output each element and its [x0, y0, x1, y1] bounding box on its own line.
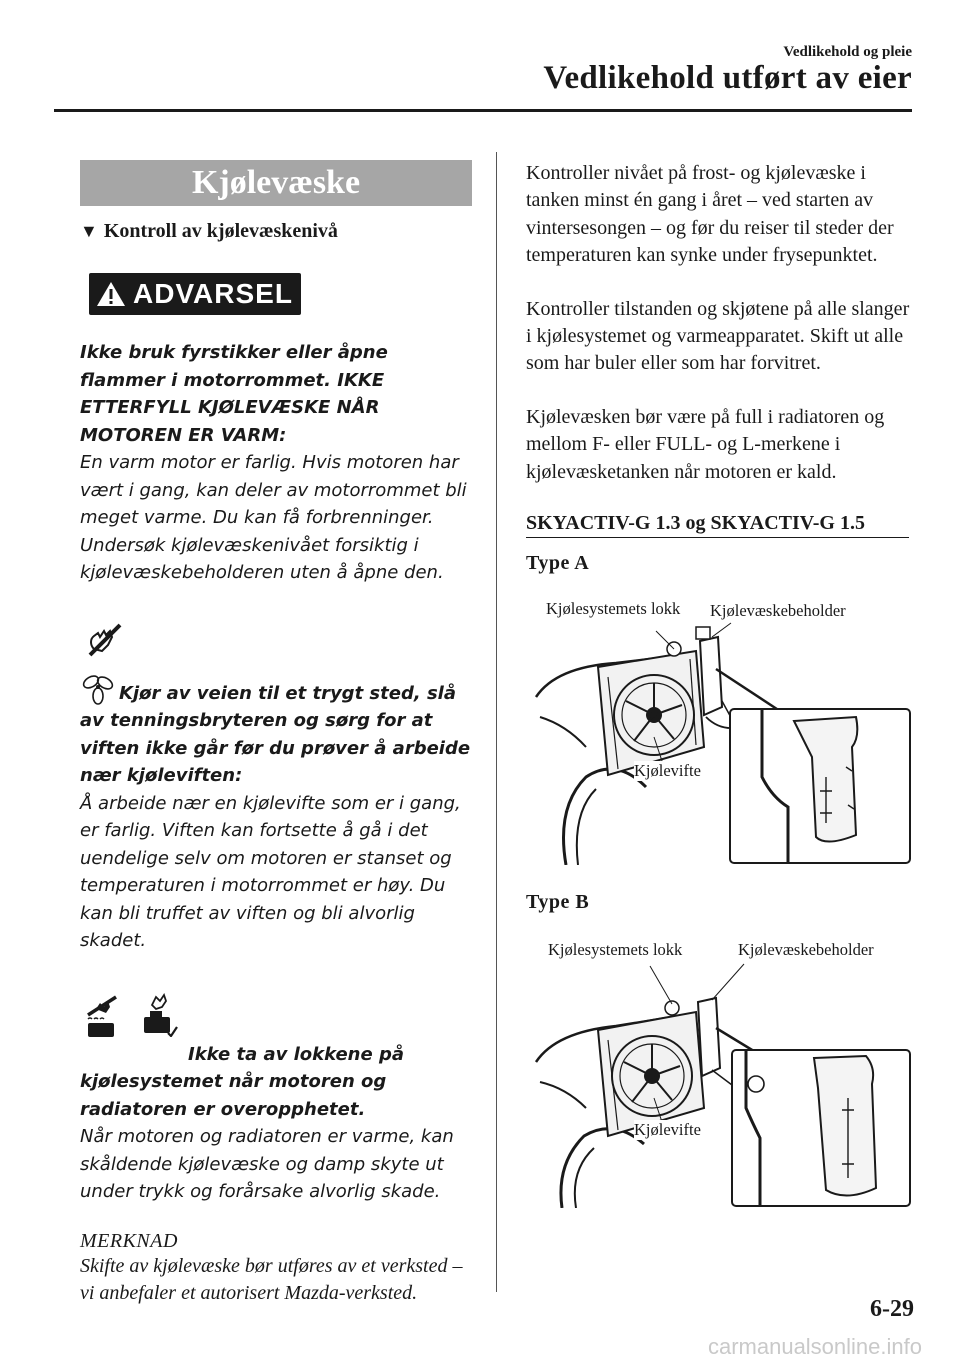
watermark: carmanualsonline.info: [707, 1334, 922, 1359]
warning-3: [80, 1041, 472, 1206]
subtitle-text: Kontroll av kjølevæskenivå: [103, 220, 338, 242]
paragraph-2: Kontroller tilstanden og skjøtene på alle slanger i kjølesystemet og varmeapparatet. Skift ut alle som har buler eller som har forvitret.: [526, 297, 910, 375]
warning-2: [80, 673, 472, 955]
warning-badge: [89, 273, 301, 315]
warning-1-text: En varm motor er farlig. Hvis motoren har vært i gang, kan deler av motorrommet bli meget varme. Du kan få forbrenninger. Undersøk kjølevæskenivået forsiktig i kjølevæskebeholderen uten å åpne den.: [80, 452, 467, 583]
note-text: Skifte av kjølevæske bør utføres av et verksted – vi anbefaler et autorisert Mazda-verksted.: [80, 1254, 463, 1304]
model-heading: SKYACTIV-G 1.3 og SKYACTIV-G 1.5: [526, 512, 909, 538]
label-fan-a: Kjølevifte: [634, 761, 701, 781]
section-title: Vedlikehold utført av eier: [543, 60, 912, 96]
figure-type-a: [526, 597, 916, 865]
warning-2-heading: Kjør av veien til et trygt sted, slå av tenningsbryteren og sørg for at viften ikke går før du prøver å arbeide nær kjøleviften:: [80, 682, 471, 786]
warning-label: ADVARSEL: [133, 278, 293, 309]
type-b-heading: Type B: [526, 891, 590, 914]
hand-cap-check-icon: [134, 991, 178, 1037]
left-column: [80, 160, 472, 1307]
warning-triangle-icon: [95, 280, 127, 308]
engine-bay-illustration-b: [526, 938, 916, 1208]
no-touch-cap-icon: [82, 995, 122, 1039]
label-tank-b: Kjølevæskebeholder: [738, 940, 874, 960]
type-a-heading: Type A: [526, 552, 590, 575]
subtitle-marker: ▼: [80, 221, 98, 241]
no-hand-icon: [84, 621, 124, 661]
icon-row-2: [80, 985, 472, 1041]
engine-bay-illustration: [526, 597, 916, 865]
warning-2-text: Å arbeide nær en kjølevifte som er i gang, er farlig. Viften kan fortsette å gå i det uendelige selv om motoren er stanset og temperaturen i motorrommet er høy. Du kan bli truffet av viften og bli alvorlig skadet.: [80, 792, 461, 951]
chapter-title: Vedlikehold og pleie: [783, 44, 912, 60]
label-cap-a: Kjølesystemets lokk: [546, 599, 681, 619]
warning-3-heading: Ikke ta av lokkene på kjølesystemet når motoren og radiatoren er overopphetet.: [80, 1043, 404, 1120]
subtitle: [80, 220, 472, 243]
warning-1-heading: Ikke bruk fyrstikker eller åpne flammer i motorrommet. IKKE ETTERFYLL KJØLEVÆSKE NÅR MOTOREN ER VARM:: [80, 342, 388, 446]
warning-1: [80, 339, 472, 587]
column-divider: [496, 152, 497, 1292]
label-tank-a: Kjølevæskebeholder: [710, 601, 846, 621]
right-column: [526, 160, 918, 1208]
header-rule: [54, 109, 912, 112]
label-cap-b: Kjølesystemets lokk: [548, 940, 683, 960]
note-heading: MERKNAD: [80, 1229, 178, 1252]
icon-row-1: [80, 613, 472, 669]
figure-type-b: [526, 938, 916, 1208]
warning-3-text: Når motoren og radiatoren er varme, kan skåldende kjølevæske og damp skyte ut under trykk og forårsake alvorlig skade.: [80, 1126, 454, 1202]
paragraph-1: Kontroller nivået på frost- og kjølevæske i tanken minst én gang i året – ved starten av vintersesongen – og før du reiser til steder der temperaturen kan synke under frysepunktet.: [526, 162, 894, 267]
fan-icon: [80, 673, 116, 705]
paragraph-3: Kjølevæsken bør være på full i radiatoren og mellom F- eller FULL- og L-merkene i kjølevæsketanken når motoren er kald.: [526, 405, 885, 483]
label-fan-b: Kjølevifte: [634, 1120, 701, 1140]
page-number: 6-29: [870, 1296, 914, 1322]
topic-title: Kjølevæske: [80, 160, 472, 206]
